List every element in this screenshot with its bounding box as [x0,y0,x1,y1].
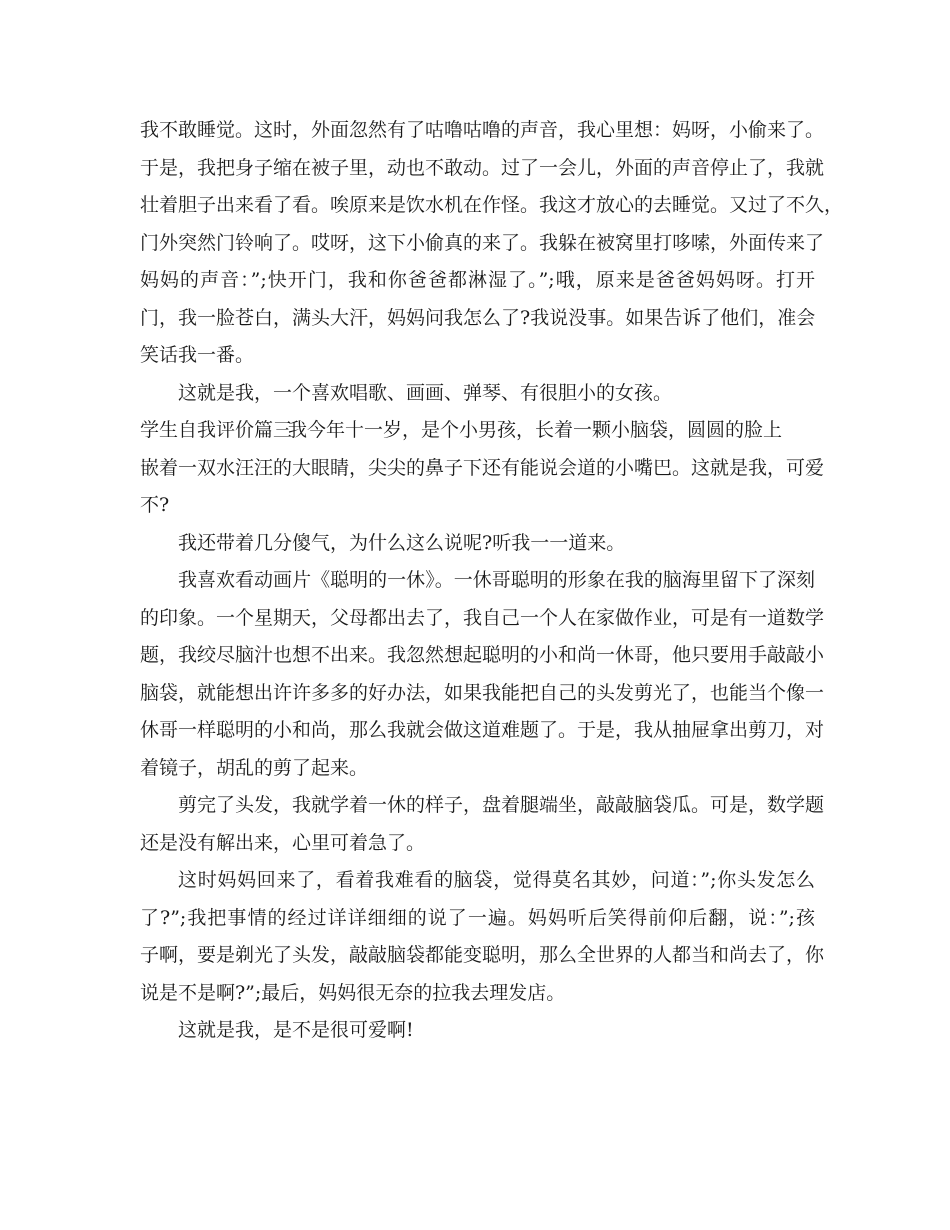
text-line: 不? [140,494,170,516]
text-line: 着镜子，胡乱的剪了起来。 [140,756,369,779]
text-line: 我不敢睡觉。这时，外面忽然有了咕噜咕噜的声音，我心里想：妈呀，小偷来了。 [140,119,825,141]
text-line: 剪完了头发，我就学着一休的样子，盘着腿端坐，敲敲脑袋瓜。可是，数学题 [178,794,825,816]
text-line: 于是，我把身子缩在被子里，动也不敢动。过了一会儿，外面的声音停止了，我就 [140,156,825,179]
text-line: 壮着胆子出来看了看。唉原来是饮水机在作怪。我这才放心的去睡觉。又过了不久， [140,194,844,216]
text-line: 还是没有解出来，心里可着急了。 [140,831,426,854]
text-line: 妈妈的声音：”;快开门，我和你爸爸都淋湿了。”;哦，原来是爸爸妈妈呀。打开 [140,269,815,291]
text-line: 的印象。一个星期天，父母都出去了，我自己一个人在家做作业，可是有一道数学 [140,606,825,629]
text-line: 说是不是啊?”;最后，妈妈很无奈的拉我去理发店。 [140,981,566,1004]
text-line: 这时妈妈回来了，看着我难看的脑袋，觉得莫名其妙，问道：”;你头发怎么 [178,869,815,891]
text-line: 我今年十一岁，是个小男孩，长着一颗小脑袋，圆圆的脸上 [288,419,783,441]
section-heading-line [140,412,815,450]
paragraph-summary: 这就是我，一个喜欢唱歌、画画、弹琴、有很胆小的女孩。 [178,381,673,404]
paragraph-text: 我还带着几分傻气，为什么这么说呢?听我一一道来。 [178,531,626,554]
text-line: 休哥一样聪明的小和尚，那么我就会做这道难题了。于是，我从抽屉拿出剪刀，对 [140,719,825,741]
paragraph-closing: 这就是我，是不是很可爱啊! [178,1019,414,1041]
text-line: 子啊，要是剃光了头发，敲敲脑袋都能变聪明，那么全世界的人都当和尚去了，你 [140,944,825,966]
text-line: 了?”;我把事情的经过详详细细的说了一遍。妈妈听后笑得前仰后翻，说：”;孩 [140,906,815,929]
text-line: 笑话我一番。 [140,344,255,366]
text-line: 嵌着一双水汪汪的大眼睛，尖尖的鼻子下还有能说会道的小嘴巴。这就是我，可爱 [140,456,825,479]
text-line: 门，我一脸苍白，满头大汗，妈妈问我怎么了?我说没事。如果告诉了他们，准会 [140,306,816,329]
text-line: 我喜欢看动画片《聪明的一休》。一休哥聪明的形象在我的脑海里留下了深刻 [178,569,815,591]
text-line: 题，我绞尽脑汁也想不出来。我忽然想起聪明的小和尚一休哥，他只要用手敲敲小 [140,644,825,666]
document-body [140,112,844,1050]
text-line: 脑袋，就能想出许许多多的好办法，如果我能把自己的头发剪光了，也能当个像一 [140,681,825,704]
section-title: 学生自我评价篇三 [140,419,293,441]
text-line: 门外突然门铃响了。哎呀，这下小偷真的来了。我躲在被窝里打哆嗦，外面传来了 [140,231,825,254]
